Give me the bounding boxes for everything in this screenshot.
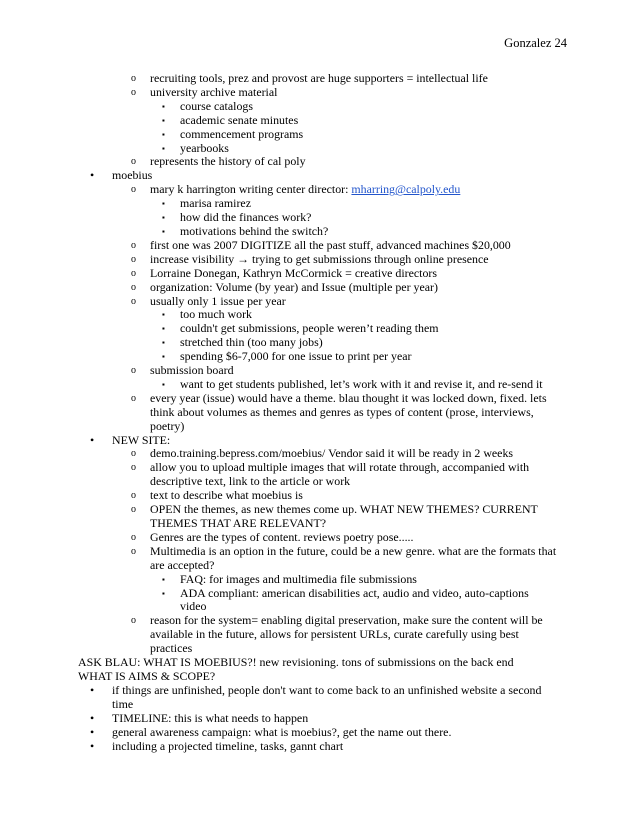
list-item: o demo.training.bepress.com/moebius/ Vendor said it will be ready in 2 weeks (131, 446, 514, 461)
list-item: ▪ motivations behind the switch? (162, 223, 329, 238)
square-bullet-icon: ▪ (162, 115, 165, 125)
list-item: ▪ how did the finances work? (162, 210, 312, 225)
list-item-continuation: are accepted? (150, 557, 215, 572)
circle-bullet-icon: o (131, 392, 136, 404)
list-item-continuation: practices (150, 641, 193, 656)
square-bullet-icon: ▪ (162, 310, 165, 320)
square-bullet-icon: ▪ (162, 324, 165, 334)
list-item: o first one was 2007 DIGITIZE all the past stuff, advanced machines $20,000 (131, 237, 511, 252)
circle-bullet-icon: o (131, 545, 136, 557)
square-bullet-icon: ▪ (162, 226, 165, 236)
list-item: o text to describe what moebius is (131, 488, 303, 503)
disc-bullet-icon: • (90, 432, 95, 447)
list-item: o usually only 1 issue per year (131, 293, 286, 308)
list-item: o allow you to upload multiple images that will rotate through, accompanied with (131, 460, 530, 475)
square-bullet-icon: ▪ (162, 101, 165, 111)
list-item: o increase visibility → trying to get submissions through online presence (131, 251, 489, 266)
list-item: • moebius (90, 168, 153, 183)
list-item: ▪ academic senate minutes (162, 112, 299, 127)
circle-bullet-icon: o (131, 253, 136, 265)
list-item-continuation: time (112, 696, 134, 711)
disc-bullet-icon: • (90, 710, 95, 725)
list-item: ▪ stretched thin (too many jobs) (162, 335, 323, 350)
list-item: ▪ commencement programs (162, 126, 304, 141)
list-item: o recruiting tools, prez and provost are huge supporters = intellectual life (131, 71, 488, 85)
circle-bullet-icon: o (131, 73, 136, 84)
list-item: ▪ couldn't get submissions, people weren’t reading them (162, 321, 439, 336)
email-link[interactable]: mharring@calpoly.edu (351, 182, 461, 197)
list-item: ▪ want to get students published, let’s work with it and revise it, and re-send it (162, 376, 543, 391)
disc-bullet-icon: • (90, 738, 95, 753)
list-item: • including a projected timeline, tasks, gannt chart (90, 738, 344, 753)
circle-bullet-icon: o (131, 462, 136, 474)
circle-bullet-icon: o (131, 615, 136, 627)
disc-bullet-icon: • (90, 724, 95, 739)
list-item: • TIMELINE: this is what needs to happen (90, 710, 309, 725)
square-bullet-icon: ▪ (162, 213, 165, 223)
list-item-continuation: descriptive text, link to the article or work (150, 474, 351, 489)
square-bullet-icon: ▪ (162, 379, 165, 389)
page-header: Gonzalez 24 (504, 36, 567, 50)
circle-bullet-icon: o (131, 448, 136, 460)
list-item: o Lorraine Donegan, Kathryn McCormick = creative directors (131, 265, 438, 280)
circle-bullet-icon: o (131, 184, 136, 196)
disc-bullet-icon: • (90, 168, 95, 183)
list-item: o OPEN the themes, as new themes come up. WHAT NEW THEMES? CURRENT (131, 502, 538, 517)
list-item: o reason for the system= enabling digital preservation, make sure the content will be (131, 613, 543, 628)
list-item: ▪ spending $6-7,000 for one issue to print per year (162, 349, 412, 364)
circle-bullet-icon: o (131, 504, 136, 516)
square-bullet-icon: ▪ (162, 338, 165, 348)
circle-bullet-icon: o (131, 365, 136, 377)
list-item: o every year (issue) would have a theme. blau thought it was locked down, fixed. lets (131, 390, 547, 405)
circle-bullet-icon: o (131, 86, 136, 98)
list-item: o organization: Volume (by year) and Issue (multiple per year) (131, 279, 438, 294)
list-item: • NEW SITE: (90, 432, 171, 447)
circle-bullet-icon: o (131, 267, 136, 279)
list-item-continuation: available in the future, allows for persistent URLs, curate carefully using best (150, 627, 519, 642)
heading-line: WHAT IS AIMS & SCOPE? (78, 668, 216, 683)
square-bullet-icon: ▪ (162, 574, 165, 584)
list-item-continuation: THEMES THAT ARE RELEVANT? (150, 516, 327, 530)
list-item: • general awareness campaign: what is moebius?, get the name out there. (90, 724, 452, 739)
list-item: ▪ marisa ramirez (162, 196, 251, 211)
list-item: ▪ yearbooks (162, 140, 229, 155)
square-bullet-icon: ▪ (162, 143, 165, 153)
list-item: ▪ course catalogs (162, 98, 253, 113)
notes-body (78, 72, 568, 753)
list-item: o mary k harrington writing center director: mharring@calpoly.edu (131, 182, 461, 197)
square-bullet-icon: ▪ (162, 352, 165, 362)
circle-bullet-icon: o (131, 281, 136, 293)
circle-bullet-icon: o (131, 295, 136, 307)
square-bullet-icon: ▪ (162, 129, 165, 139)
list-item: ▪ FAQ: for images and multimedia file submissions (162, 571, 417, 586)
square-bullet-icon: ▪ (162, 588, 165, 598)
list-item: o Multimedia is an option in the future, could be a new genre. what are the formats that (131, 543, 557, 558)
square-bullet-icon: ▪ (162, 199, 165, 209)
circle-bullet-icon: o (131, 156, 136, 168)
list-item: ▪ ADA compliant: american disabilities act, audio and video, auto-captions (162, 585, 529, 600)
list-item-continuation: poetry) (150, 418, 185, 433)
circle-bullet-icon: o (131, 490, 136, 502)
list-item-continuation: video (180, 599, 207, 614)
circle-bullet-icon: o (131, 531, 136, 543)
list-item: o university archive material (131, 84, 278, 99)
disc-bullet-icon: • (90, 682, 95, 697)
list-item: o submission board (131, 363, 234, 378)
list-item: o represents the history of cal poly (131, 154, 306, 169)
heading-line: ASK BLAU: WHAT IS MOEBIUS?! new revisioning. tons of submissions on the back end (78, 655, 514, 670)
list-item-continuation: think about volumes as themes and genres as types of content (prose, interviews, (150, 404, 534, 419)
list-item: o Genres are the types of content. reviews poetry pose..... (131, 529, 414, 544)
list-item: ▪ too much work (162, 307, 252, 322)
circle-bullet-icon: o (131, 239, 136, 251)
list-item: • if things are unfinished, people don't want to come back to an unfinished website a second (90, 682, 542, 697)
